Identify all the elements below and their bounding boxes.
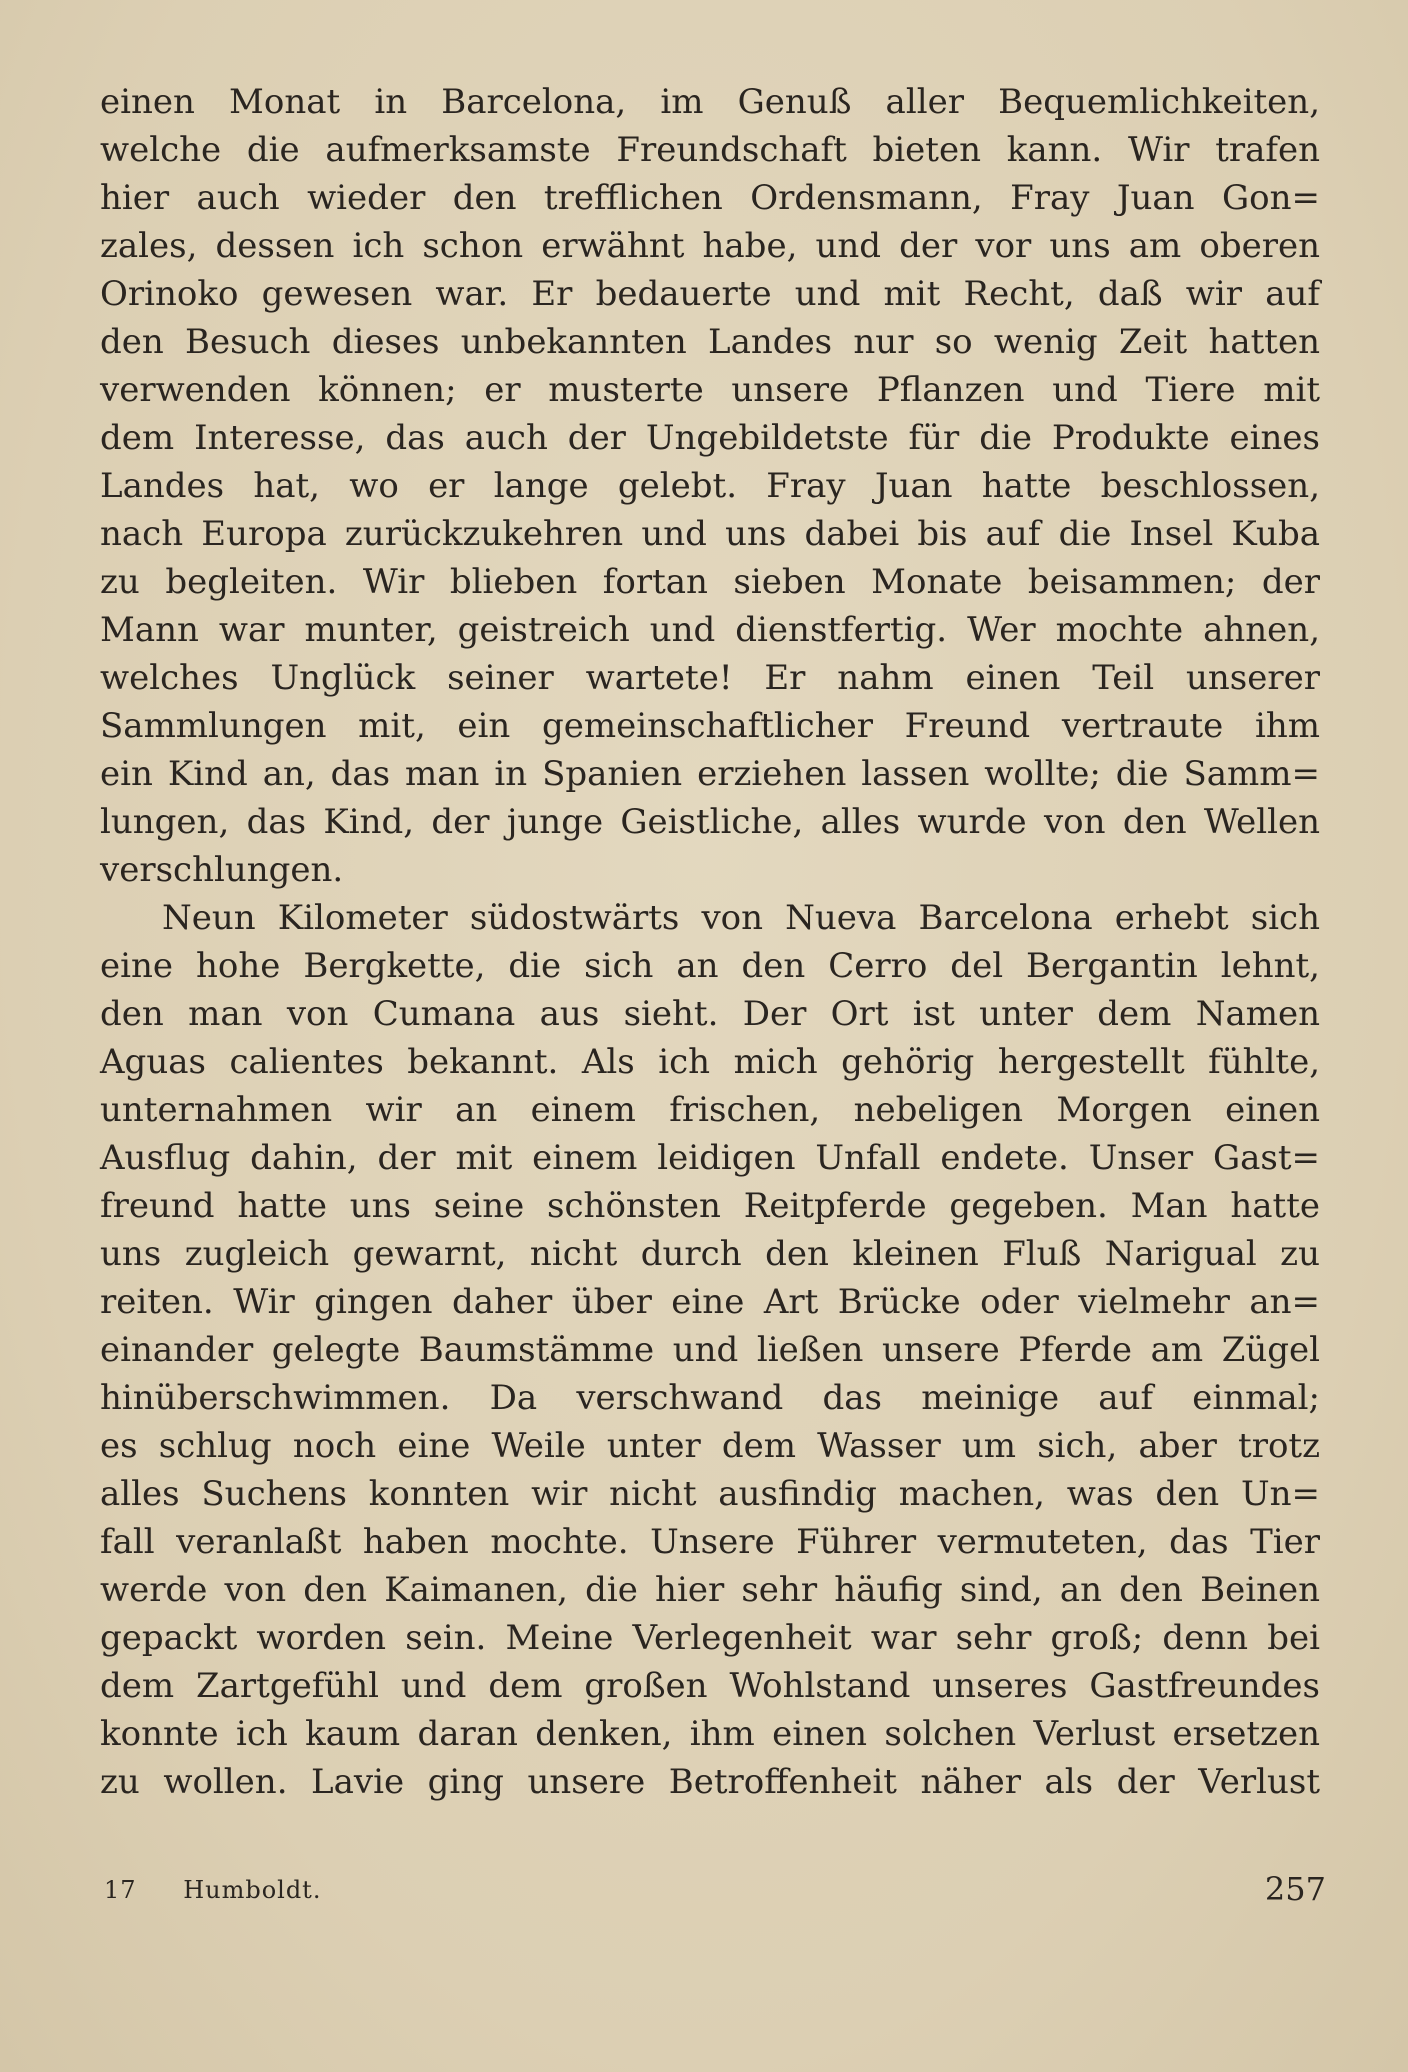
text-line: welches Unglück seiner wartete! Er nahm einen Teil unserer [100, 658, 1320, 698]
text-line: fall veranlaßt haben mochte. Unsere Führer vermuteten, das Tier [100, 1522, 1320, 1562]
page-footer [104, 1870, 1326, 1910]
text-line: den man von Cumana aus sieht. Der Ort ist unter dem Namen [100, 994, 1320, 1034]
text-line: Mann war munter, geistreich und dienstfertig. Wer mochte ahnen, [100, 610, 1320, 650]
paragraph-1 [100, 78, 1320, 894]
text-line: Neun Kilometer südostwärts von Nueva Barcelona erhebt sich [162, 898, 1320, 938]
text-line: verwenden können; er musterte unsere Pflanzen und Tiere mit [100, 370, 1320, 410]
text-line: einander gelegte Baumstämme und ließen unsere Pferde am Zügel [100, 1330, 1320, 1370]
signature-number: 17 [104, 1876, 137, 1904]
signature-name: Humboldt. [183, 1876, 322, 1904]
text-line: werde von den Kaimanen, die hier sehr häufig sind, an den Beinen [100, 1570, 1320, 1610]
text-line: dem Interesse, das auch der Ungebildetste für die Produkte eines [100, 418, 1320, 458]
text-line: konnte ich kaum daran denken, ihm einen solchen Verlust ersetzen [100, 1714, 1320, 1754]
text-line: Ausflug dahin, der mit einem leidigen Unfall endete. Unser Gast= [100, 1138, 1320, 1178]
text-line: nach Europa zurückzukehren und uns dabei bis auf die Insel Kuba [100, 514, 1320, 554]
text-line: hier auch wieder den trefflichen Ordensmann, Fray Juan Gon= [100, 178, 1320, 218]
text-line: lungen, das Kind, der junge Geistliche, alles wurde von den Wellen [100, 802, 1320, 842]
text-line: welche die aufmerksamste Freundschaft bieten kann. Wir trafen [100, 130, 1320, 170]
text-line: unternahmen wir an einem frischen, nebeligen Morgen einen [100, 1090, 1320, 1130]
text-line: gepackt worden sein. Meine Verlegenheit war sehr groß; denn bei [100, 1618, 1320, 1658]
text-line: den Besuch dieses unbekannten Landes nur so wenig Zeit hatten [100, 322, 1320, 362]
text-line: verschlungen. [100, 850, 344, 890]
text-line: freund hatte uns seine schönsten Reitpferde gegeben. Man hatte [100, 1186, 1320, 1226]
text-line: eine hohe Bergkette, die sich an den Cerro del Bergantin lehnt, [100, 946, 1320, 986]
signature-mark [104, 1876, 321, 1904]
text-line: reiten. Wir gingen daher über eine Art Brücke oder vielmehr an= [100, 1282, 1320, 1322]
text-line: Landes hat, wo er lange gelebt. Fray Juan hatte beschlossen, [100, 466, 1320, 506]
text-line: dem Zartgefühl und dem großen Wohlstand unseres Gastfreundes [100, 1666, 1320, 1706]
text-line: Sammlungen mit, ein gemeinschaftlicher Freund vertraute ihm [100, 706, 1320, 746]
text-line: zu begleiten. Wir blieben fortan sieben Monate beisammen; der [100, 562, 1320, 602]
text-line: uns zugleich gewarnt, nicht durch den kleinen Fluß Narigual zu [100, 1234, 1320, 1274]
text-line: es schlug noch eine Weile unter dem Wasser um sich, aber trotz [100, 1426, 1320, 1466]
text-line: hinüberschwimmen. Da verschwand das meinige auf einmal; [100, 1378, 1320, 1418]
text-line: zales, dessen ich schon erwähnt habe, und der vor uns am oberen [100, 226, 1320, 266]
page-number: 257 [1264, 1870, 1326, 1908]
text-line: alles Suchens konnten wir nicht ausfindig machen, was den Un= [100, 1474, 1320, 1514]
text-line: Orinoko gewesen war. Er bedauerte und mit Recht, daß wir auf [100, 274, 1320, 314]
text-line: Aguas calientes bekannt. Als ich mich gehörig hergestellt fühlte, [100, 1042, 1320, 1082]
text-line: zu wollen. Lavie ging unsere Betroffenheit näher als der Verlust [100, 1762, 1320, 1802]
text-line: einen Monat in Barcelona, im Genuß aller Bequemlichkeiten, [100, 82, 1320, 122]
paragraph-2 [100, 894, 1320, 1806]
text-line: ein Kind an, das man in Spanien erziehen lassen wollte; die Samm= [100, 754, 1320, 794]
body-text [100, 78, 1320, 1806]
